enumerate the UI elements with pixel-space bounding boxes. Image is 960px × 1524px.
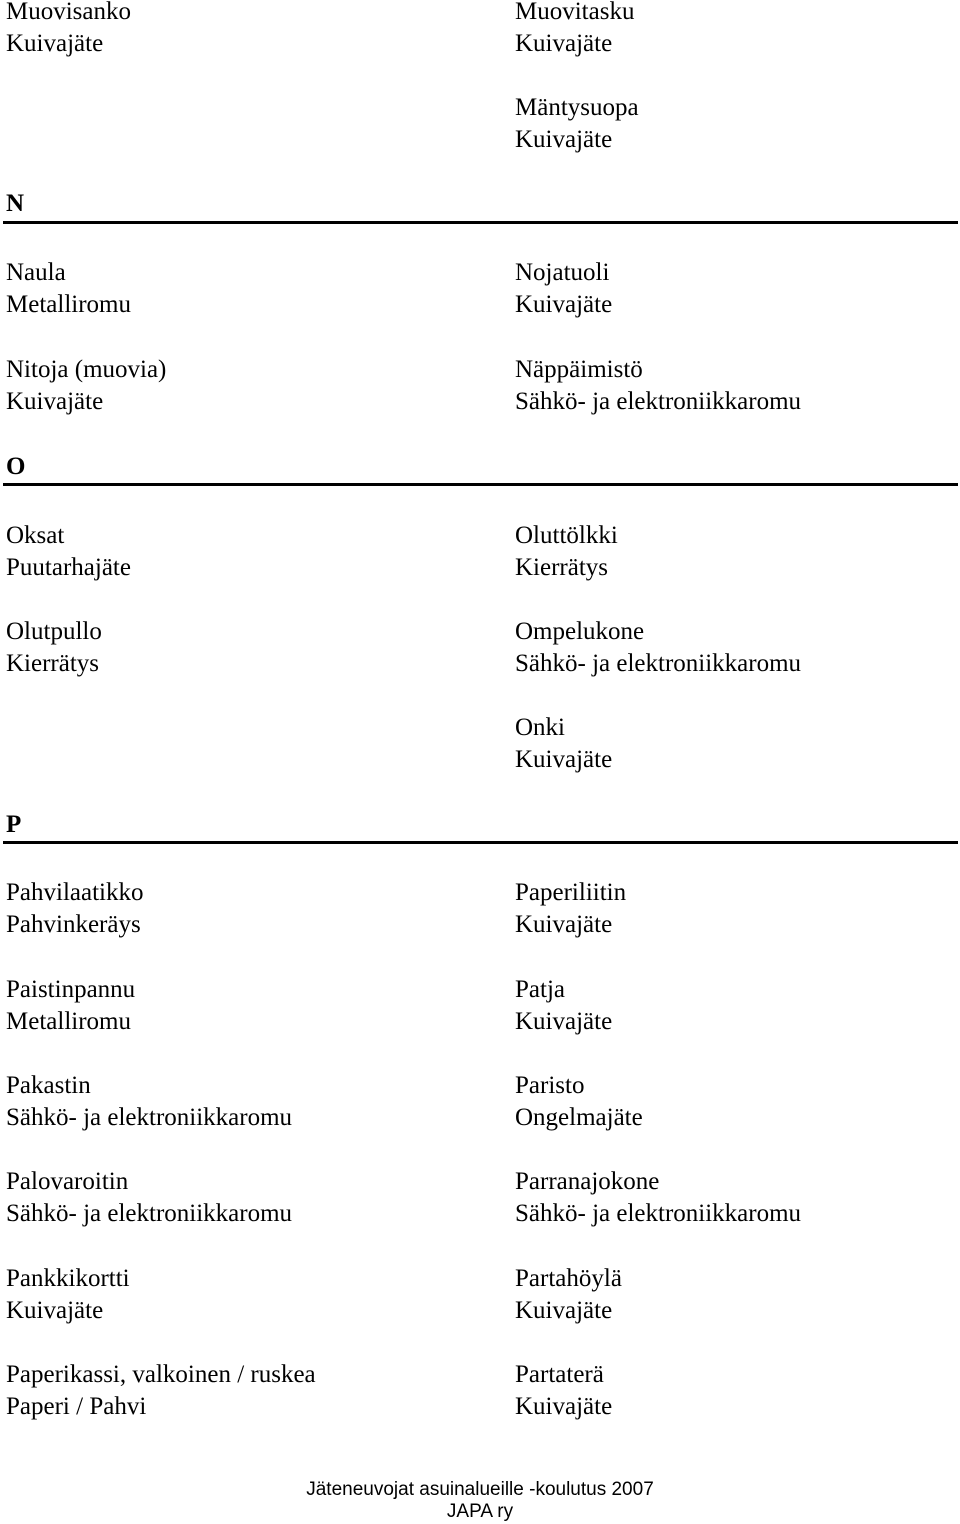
item-name: Parranajokone bbox=[515, 1168, 660, 1195]
item-name: Pankkikortti bbox=[6, 1265, 130, 1292]
section-divider bbox=[3, 221, 958, 224]
item-name: Partahöylä bbox=[515, 1265, 622, 1292]
item-name: Palovaroitin bbox=[6, 1168, 129, 1195]
item-name: Patja bbox=[515, 976, 565, 1003]
footer-course-title: Jäteneuvojat asuinalueille -koulutus 2007 bbox=[306, 1479, 654, 1500]
item-category: Sähkö- ja elektroniikkaromu bbox=[6, 1200, 293, 1227]
item-category: Puutarhajäte bbox=[6, 554, 131, 581]
item-category: Kuivajäte bbox=[515, 746, 613, 773]
item-name: Paistinpannu bbox=[6, 976, 136, 1003]
item-category: Kuivajäte bbox=[515, 1008, 613, 1035]
item-name: Oksat bbox=[6, 522, 65, 549]
item-category: Sähkö- ja elektroniikkaromu bbox=[515, 388, 802, 415]
item-name: Oluttölkki bbox=[515, 522, 618, 549]
section-heading-p: P bbox=[6, 811, 22, 838]
item-name: Mäntysuopa bbox=[515, 94, 639, 121]
item-category: Sähkö- ja elektroniikkaromu bbox=[515, 1200, 802, 1227]
item-name: Muovitasku bbox=[515, 0, 635, 25]
item-name: Ompelukone bbox=[515, 618, 645, 645]
item-category: Sähkö- ja elektroniikkaromu bbox=[515, 650, 802, 677]
item-name: Olutpullo bbox=[6, 618, 102, 645]
item-name: Paristo bbox=[515, 1072, 585, 1099]
item-name: Naula bbox=[6, 259, 66, 286]
section-heading-o: O bbox=[6, 453, 26, 480]
item-category: Kuivajäte bbox=[515, 1393, 613, 1420]
section-divider bbox=[3, 483, 958, 486]
item-name: Pakastin bbox=[6, 1072, 91, 1099]
item-category: Ongelmajäte bbox=[515, 1104, 643, 1131]
item-category: Kuivajäte bbox=[6, 388, 104, 415]
item-category: Kuivajäte bbox=[515, 291, 613, 318]
item-name: Onki bbox=[515, 714, 565, 741]
item-name: Paperiliitin bbox=[515, 879, 627, 906]
item-name: Partaterä bbox=[515, 1361, 604, 1388]
item-category: Kuivajäte bbox=[6, 30, 104, 57]
footer-organization: JAPA ry bbox=[446, 1501, 514, 1522]
item-name: Pahvilaatikko bbox=[6, 879, 144, 906]
item-name: Nitoja (muovia) bbox=[6, 356, 167, 383]
item-category: Kuivajäte bbox=[515, 126, 613, 153]
item-name: Paperikassi, valkoinen / ruskea bbox=[6, 1361, 316, 1388]
item-category: Kuivajäte bbox=[6, 1297, 104, 1324]
item-category: Kierrätys bbox=[515, 554, 609, 581]
item-category: Metalliromu bbox=[6, 1008, 131, 1035]
item-name: Nojatuoli bbox=[515, 259, 610, 286]
section-heading-n: N bbox=[6, 190, 25, 217]
item-category: Paperi / Pahvi bbox=[6, 1393, 147, 1420]
item-category: Kuivajäte bbox=[515, 1297, 613, 1324]
item-category: Pahvinkeräys bbox=[6, 911, 141, 938]
item-category: Metalliromu bbox=[6, 291, 131, 318]
section-divider bbox=[3, 841, 958, 844]
item-name: Muovisanko bbox=[6, 0, 131, 25]
item-category: Kuivajäte bbox=[515, 911, 613, 938]
item-category: Sähkö- ja elektroniikkaromu bbox=[6, 1104, 293, 1131]
item-name: Näppäimistö bbox=[515, 356, 643, 383]
item-category: Kuivajäte bbox=[515, 30, 613, 57]
item-category: Kierrätys bbox=[6, 650, 100, 677]
